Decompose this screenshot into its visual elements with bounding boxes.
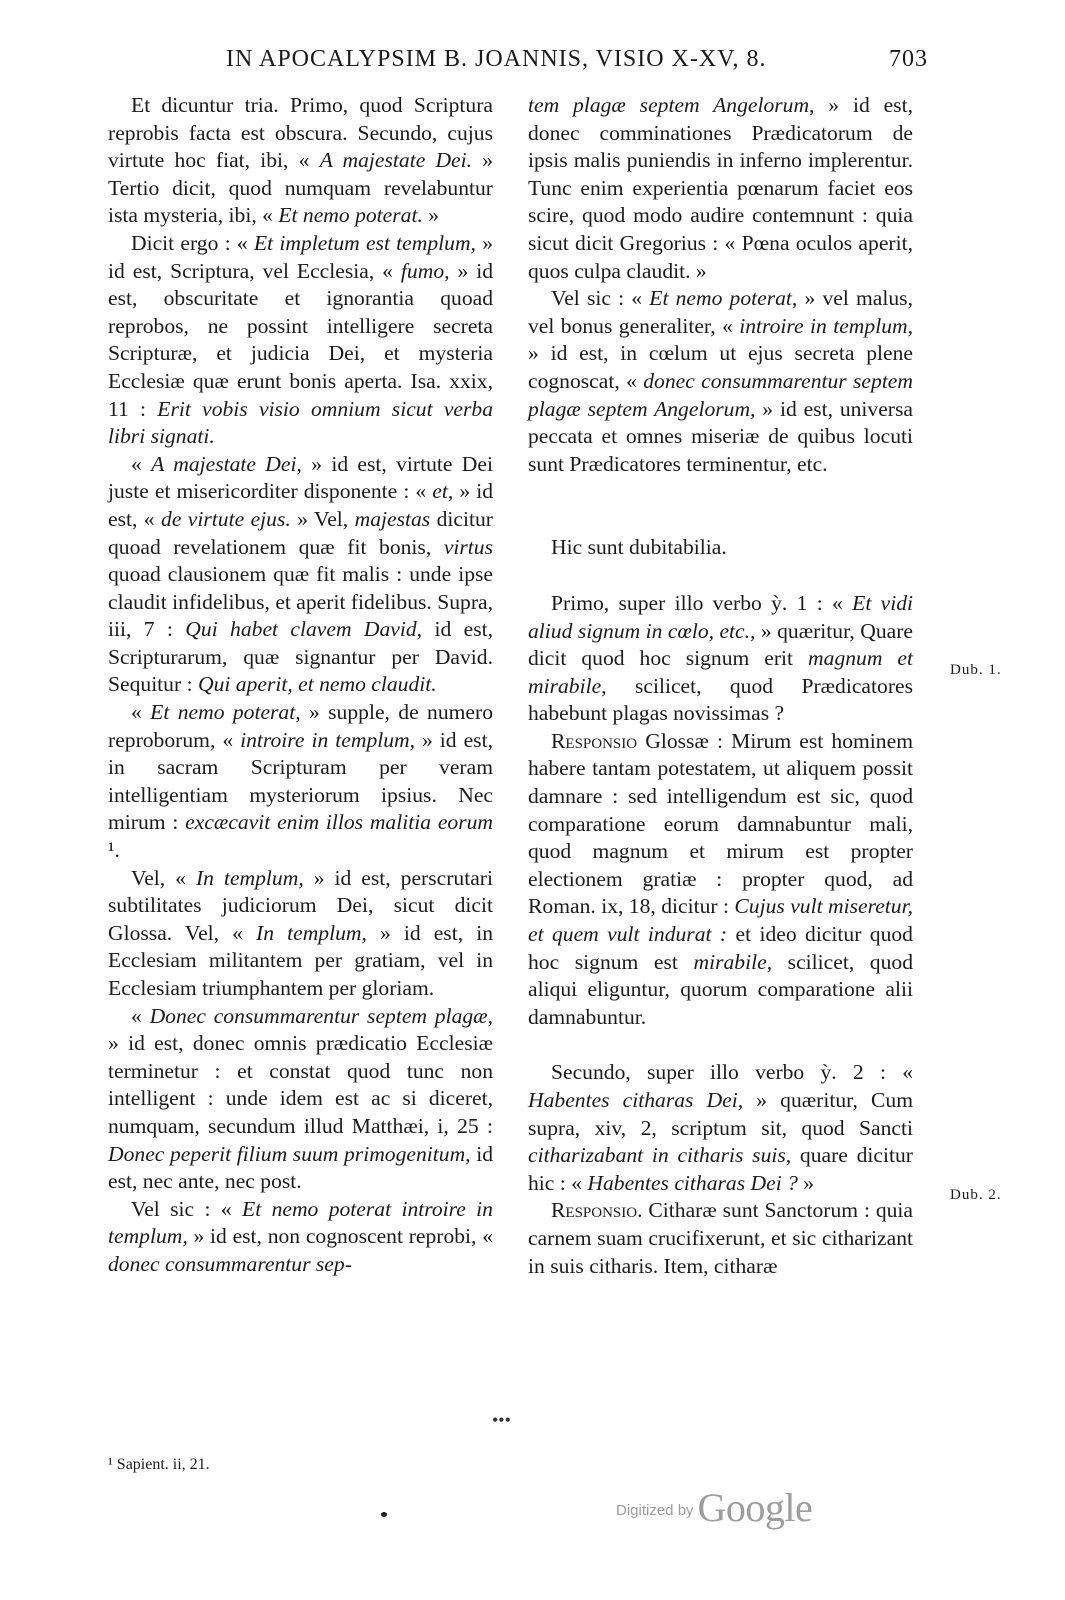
paragraph: Dicit ergo : « Et impletum est templum, » id est, Scriptura, vel Ecclesia, « fumo, » id est, obscuritate et ignorantia quoad reprobos, ne possint intelligere secreta Scripturæ, et judicia Dei, et mysteria Ecclesiæ quæ erunt bonis aperta. Isa. xxix, 11 : Erit vobis visio omnium sicut verba libri signati. <box>108 230 493 449</box>
google-watermark <box>616 1484 812 1544</box>
paragraph: Vel sic : « Et nemo poterat, » vel malus, vel bonus generaliter, « introire in templum, » id est, in cœlum ut ejus secreta plene cognoscat, « donec consummarentur septem plagæ septem Angelorum, » id est, universa peccata et omnes miseriæ de quibus locuti sunt Prædicatores terminentur, etc. <box>528 286 913 476</box>
paragraph: « A majestate Dei, » id est, virtute Dei juste et misericorditer disponente : « et, » id est, « de virtute ejus. » Vel, majestas dicitur quoad revelationem quæ fit bonis, virtus quoad clausionem quæ fit malis : unde ipse claudit infidelibus, et aperit fidelibus. Supra, iii, 7 : Qui habet clavem David, id est, Scripturarum, quæ signantur per David. Sequitur : Qui aperit, et nemo claudit. <box>108 451 494 697</box>
margin-note-dub-2: Dub. 2. <box>950 1187 1002 1203</box>
running-title: IN APOCALYPSIM B. JOANNIS, VISIO X-XV, 8. <box>226 46 767 72</box>
left-column <box>108 92 493 1279</box>
footnote: ¹ Sapient. ii, 21. <box>108 1456 210 1473</box>
margin-note-dub-1: Dub. 1. <box>950 662 1002 678</box>
page-number: 703 <box>889 46 928 72</box>
paragraph: Secundo, super illo verbo ỳ. 2 : « Habentes citharas Dei, » quæritur, Cum supra, xiv, 2, scriptum sit, quod Sancti citharizabant in citharis suis, quare dicitur hic : « Habentes citharas Dei ? » <box>528 1060 913 1195</box>
paragraph: Responsio. Citharæ sunt Sanctorum : quia carnem suam crucifixerunt, et sic citharizant in suis citharis. Item, citharæ <box>528 1198 913 1278</box>
running-head <box>108 46 928 80</box>
right-column <box>528 92 913 1280</box>
watermark-brand: Google <box>697 1485 813 1530</box>
paragraph: Et dicuntur tria. Primo, quod Scriptura reprobis facta est obscura. Secundo, cujus virtute hoc fiat, ibi, « A majestate Dei. » Tertio dicit, quod numquam revelabuntur ista mysteria, ibi, « Et nemo poterat. » <box>108 93 494 228</box>
watermark-prefix: Digitized by <box>616 1502 694 1519</box>
paragraph: Vel sic : « Et nemo poterat introire in templum, » id est, non cognoscent reprobi, « donec consummarentur sep- <box>108 1196 493 1276</box>
paragraph: Responsio Glossæ : Mirum est hominem habere tantam potestatem, ut aliquem possit damnare : sed intelligendum est sic, quod comparatione eorum damnabuntur mali, quod magnum et mirum est propter electionem gratiæ : propter quod, ad Roman. ix, 18, dicitur : Cujus vult miseretur, et quem vult indurat : et ideo dicitur quod hoc signum est mirabile, scilicet, quod aliqui eliguntur, quorum comparatione alii damnabuntur. <box>528 728 913 1029</box>
section-heading: Hic sunt dubitabilia. <box>551 535 727 560</box>
paragraph: « Et nemo poterat, » supple, de numero reproborum, « introire in templum, » id est, in sacram Scripturam per veram intelligentiam mysteriorum ipsius. Nec mirum : excæcavit enim illos malitia eorum ¹. <box>108 700 493 863</box>
page-ornament: ••• <box>492 1410 511 1430</box>
paragraph: « Donec consummarentur septem plagæ, » id est, donec omnis prædicatio Ecclesiæ terminetur : et constat quod tunc non intelligent : unde idem est ac si diceret, numquam, secundum illud Matthæi, i, 25 : Donec peperit filium suum primogenitum, id est, nec ante, nec post. <box>108 1003 494 1194</box>
ink-dot <box>381 1512 387 1517</box>
paragraph: tem plagæ septem Angelorum, » id est, donec comminationes Prædicatorum de ipsis malis puniendis in inferno implerentur. Tunc enim experientia pœnarum faciet eos scire, quod modo audire contemnunt : quia sicut dicit Gregorius : « Pœna oculos aperit, quos culpa claudit. » <box>528 93 913 283</box>
paragraph: Vel, « In templum, » id est, perscrutari subtilitates judiciorum Dei, sicut dicit Glossa. Vel, « In templum, » id est, in Ecclesiam militantem per gratiam, vel in Ecclesiam triumphantem per gloriam. <box>108 865 493 1000</box>
paragraph: Primo, super illo verbo ỳ. 1 : « Et vidi aliud signum in cœlo, etc., » quæritur, Quare dicit quod hoc signum erit magnum et mirabile, scilicet, quod Prædicatores habebunt plagas novissimas ? <box>528 590 913 726</box>
